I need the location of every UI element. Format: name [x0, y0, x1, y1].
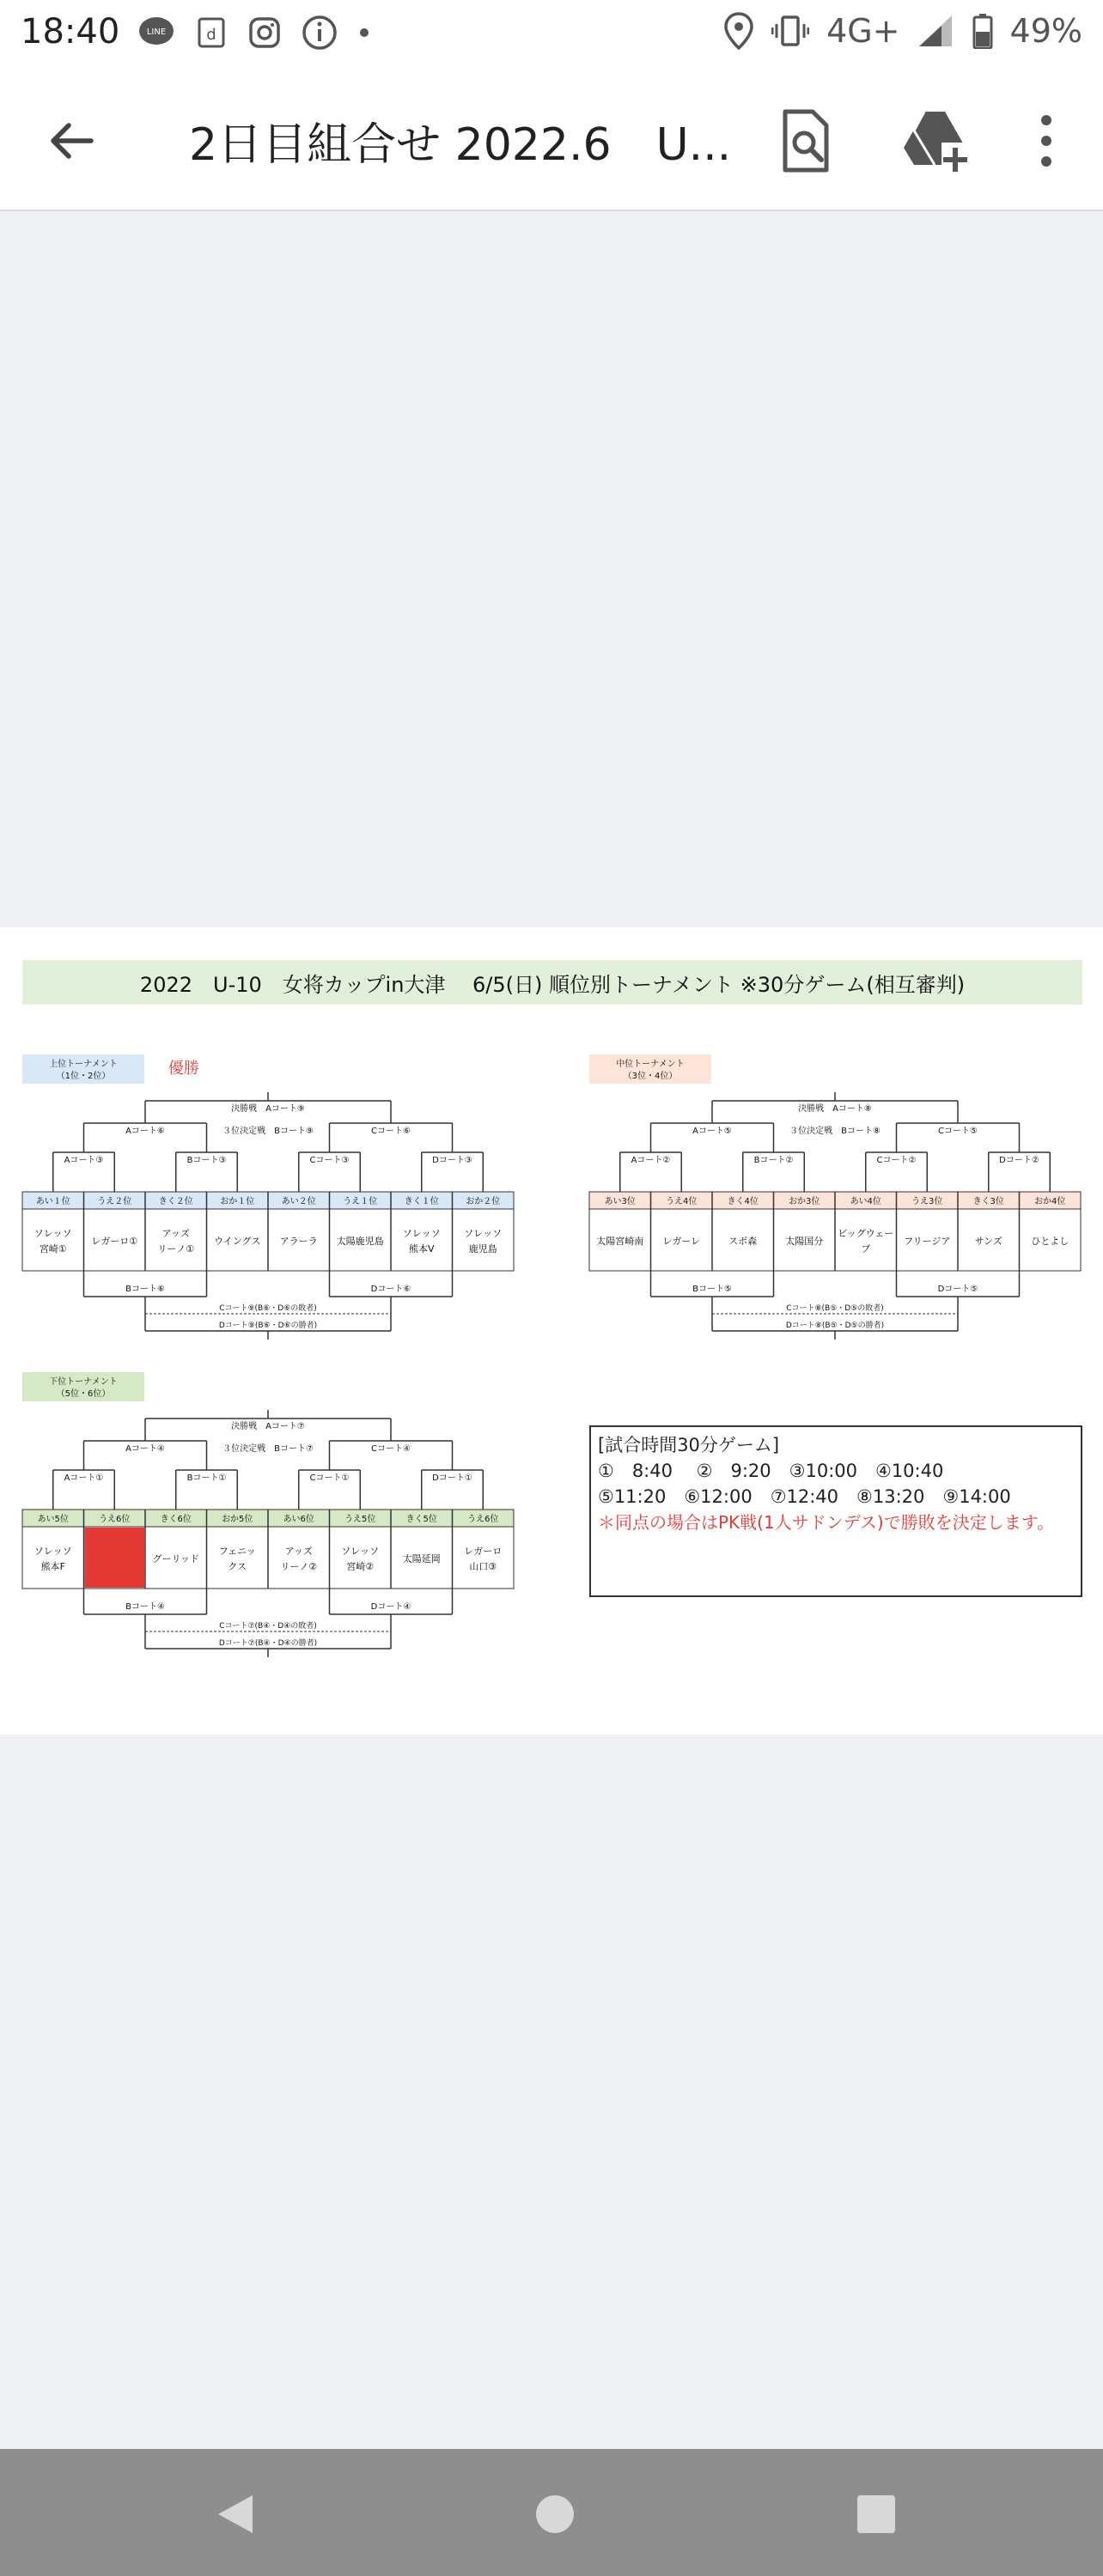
middle-seed-1: うえ4位	[666, 1197, 698, 1206]
upper-r2-label-0: Aコート⑥	[125, 1127, 165, 1136]
lower-label-sub: （5位・6位）	[56, 1389, 111, 1399]
upper-final-label: 決勝戦 Aコート⑨	[231, 1104, 305, 1114]
nav-recents-icon[interactable]	[854, 2492, 899, 2537]
lower-seed-1: うえ6位	[99, 1515, 131, 1524]
lower-r1-label-0: Aコート①	[64, 1473, 104, 1483]
lower-r2-label-1: Cコート④	[371, 1444, 411, 1454]
upper-seed-2: きく２位	[158, 1197, 193, 1206]
info-icon	[301, 14, 338, 52]
lower-third-label: ３位決定戦 Bコート⑦	[222, 1444, 314, 1454]
lower-seed-6: きく5位	[405, 1515, 437, 1524]
middle-seed-3: おか3位	[789, 1197, 820, 1206]
upper-r1-label-2: Cコート③	[309, 1156, 350, 1165]
svg-text:d: d	[206, 26, 216, 44]
lower-team-3-line1: クス	[228, 1561, 247, 1572]
signal-icon	[917, 14, 955, 48]
app-bar	[0, 69, 1103, 211]
upper-b1-label-0: Bコート⑥	[125, 1285, 165, 1294]
upper-b1-label-1: Dコート⑥	[370, 1285, 411, 1294]
middle-label-sub: （3位・4位）	[623, 1072, 678, 1081]
line-icon	[137, 14, 175, 52]
middle-seed-7: おか4位	[1034, 1197, 1066, 1206]
middle-seed-4: あい4位	[850, 1197, 881, 1206]
upper-team-2-line0: アッズ	[161, 1228, 190, 1239]
upper-label-sub: （1位・2位）	[56, 1072, 111, 1081]
middle-team-4-line0: ビッグウェー	[838, 1228, 894, 1239]
upper-r1-label-0: Aコート③	[64, 1156, 104, 1165]
lower-team-redacted	[85, 1528, 145, 1588]
lower-team-4-line1: リーノ②	[280, 1561, 318, 1572]
lower-seed-5: うえ5位	[344, 1515, 376, 1524]
upper-seed-7: おか２位	[466, 1197, 501, 1206]
upper-team-2-line1: リーノ①	[157, 1243, 195, 1255]
location-icon	[723, 12, 754, 50]
lower-b1-label-0: Bコート④	[125, 1602, 165, 1612]
middle-b3-label: Dコート⑧(B⑤・D⑤の勝者)	[785, 1321, 885, 1330]
lower-seed-3: おか5位	[222, 1515, 253, 1524]
instagram-icon	[247, 15, 282, 50]
middle-team-0: 太陽宮崎南	[596, 1236, 644, 1247]
lower-seed-7: うえ6位	[467, 1515, 499, 1524]
upper-team-1: レガーロ①	[91, 1236, 138, 1247]
lower-team-0-line0: ソレッソ	[34, 1546, 72, 1557]
more-notifications-dot-icon	[357, 26, 371, 39]
upper-team-7-line1: 鹿児島	[468, 1243, 497, 1255]
middle-team-2: スポ森	[728, 1236, 758, 1247]
lower-team-3-line0: フェニッ	[218, 1546, 256, 1557]
middle-label-title: 中位トーナメント	[616, 1060, 685, 1069]
upper-team-0-line1: 宮崎①	[39, 1243, 67, 1255]
upper-seed-5: うえ１位	[343, 1197, 378, 1206]
upper-seed-1: うえ２位	[97, 1197, 132, 1206]
upper-third-label: ３位決定戦 Bコート⑨	[222, 1127, 314, 1136]
middle-team-7: ひとよし	[1031, 1236, 1069, 1247]
lower-team-5-line1: 宮崎②	[346, 1561, 375, 1572]
upper-seed-6: きく１位	[404, 1197, 439, 1206]
info-heading: [試合時間30分ゲーム]	[598, 1435, 780, 1455]
info-pk-note: ＊同点の場合はPK戦(1人サドンデス)で勝敗を決定します。	[598, 1512, 1055, 1533]
lower-r1-label-1: Bコート①	[186, 1473, 227, 1483]
middle-team-4-line1: ブ	[861, 1243, 871, 1255]
middle-b2-label: Cコート⑧(B⑤・D⑤の敗者)	[786, 1304, 884, 1313]
battery-percent: 49%	[1009, 12, 1082, 50]
middle-r1-label-2: Cコート②	[876, 1156, 917, 1165]
upper-team-7-line0: ソレッソ	[464, 1228, 503, 1239]
info-times-line2: ⑤11:20 ⑥12:00 ⑦12:40 ⑧13:20 ⑨14:00	[598, 1486, 1011, 1507]
more-options-icon[interactable]	[1012, 106, 1081, 175]
find-in-document-icon[interactable]	[771, 106, 840, 175]
middle-b1-label-0: Bコート⑤	[692, 1285, 732, 1294]
upper-seed-4: あい２位	[281, 1197, 316, 1206]
middle-r1-label-1: Bコート②	[753, 1156, 794, 1165]
navigation-bar	[0, 2449, 1103, 2576]
lower-seed-0: あい5位	[37, 1515, 69, 1524]
lower-team-7-line0: レガーロ	[464, 1546, 503, 1557]
status-bar	[0, 0, 1103, 69]
lower-team-4-line0: アッズ	[284, 1546, 313, 1557]
middle-r2-label-1: Cコート⑤	[938, 1127, 978, 1136]
lower-team-6: 太陽延岡	[402, 1553, 441, 1564]
upper-team-5: 太陽鹿児島	[336, 1236, 384, 1247]
lower-seed-2: きく6位	[160, 1515, 192, 1524]
middle-seed-2: きく4位	[727, 1197, 759, 1206]
tournament-title: 2022 U-10 女将カップin大津 6/5(日) 順位別トーナメント ※30分ゲーム(相互審判)	[22, 960, 1082, 1005]
middle-third-label: ３位決定戦 Bコート⑧	[789, 1127, 881, 1136]
lower-team-7-line1: 山口③	[469, 1561, 497, 1572]
middle-seed-6: きく3位	[972, 1197, 1004, 1206]
lower-seed-4: あい6位	[283, 1515, 314, 1524]
upper-r1-label-1: Bコート③	[186, 1156, 227, 1165]
status-time: 18:40	[21, 12, 120, 52]
nav-back-icon[interactable]	[213, 2492, 258, 2537]
vibrate-icon	[771, 12, 809, 50]
system-icons	[723, 12, 1082, 50]
lower-team-2: グーリッド	[152, 1553, 200, 1564]
upper-seed-0: あい１位	[35, 1197, 70, 1206]
lower-r1-label-2: Cコート①	[309, 1473, 350, 1483]
match-time-info	[589, 1425, 1082, 1597]
middle-team-3: 太陽国分	[785, 1236, 824, 1247]
lower-team-5-line0: ソレッソ	[341, 1546, 380, 1557]
middle-team-5: フリージア	[904, 1236, 951, 1247]
upper-winner-label: 優勝	[168, 1060, 199, 1078]
svg-text:LINE: LINE	[146, 27, 167, 37]
lower-final-label: 決勝戦 Aコート⑦	[231, 1422, 305, 1431]
middle-r1-label-0: Aコート②	[631, 1156, 671, 1165]
upper-team-4: アラーラ	[279, 1236, 318, 1247]
document-page	[0, 927, 1103, 1735]
middle-team-1: レガーレ	[662, 1236, 701, 1247]
upper-team-6-line1: 熊本V	[408, 1243, 435, 1255]
d-app-icon	[194, 15, 229, 50]
lower-r2-label-0: Aコート④	[125, 1444, 165, 1454]
lower-b2-label: Cコート⑦(B④・D④の敗者)	[219, 1622, 317, 1631]
upper-team-3: ウイングス	[214, 1236, 261, 1247]
middle-r2-label-0: Aコート⑤	[692, 1127, 732, 1136]
upper-r2-label-1: Cコート⑥	[371, 1127, 411, 1136]
upper-b2-label: Cコート⑨(B⑥・D⑥の敗者)	[219, 1304, 317, 1313]
tournament-brackets	[0, 927, 1103, 1752]
battery-icon	[972, 13, 993, 49]
middle-seed-5: うえ3位	[911, 1197, 943, 1206]
upper-r1-label-3: Dコート③	[432, 1156, 472, 1165]
back-arrow-icon[interactable]	[45, 113, 100, 168]
upper-team-6-line0: ソレッソ	[402, 1228, 441, 1239]
network-type: 4G+	[826, 12, 900, 50]
upper-seed-3: おか１位	[220, 1197, 255, 1206]
document-title: 2日目組合せ 2022.6 U...	[189, 119, 732, 171]
middle-seed-0: あい3位	[604, 1197, 636, 1206]
nav-home-icon[interactable]	[533, 2492, 577, 2537]
middle-r1-label-3: Dコート②	[999, 1156, 1039, 1165]
middle-team-6: サンズ	[974, 1236, 1002, 1247]
info-times-line1: ① 8:40 ② 9:20 ③10:00 ④10:40	[598, 1461, 944, 1481]
middle-final-label: 決勝戦 Aコート⑧	[798, 1104, 872, 1114]
lower-b3-label: Dコート⑦(B④・D④の勝者)	[218, 1639, 318, 1648]
add-to-drive-icon[interactable]	[900, 106, 969, 175]
lower-team-0-line1: 熊本F	[40, 1561, 65, 1572]
lower-r1-label-3: Dコート①	[432, 1473, 472, 1483]
notification-icons	[137, 14, 371, 52]
upper-b3-label: Dコート⑨(B⑥・D⑥の勝者)	[218, 1321, 318, 1330]
lower-b1-label-1: Dコート④	[370, 1602, 411, 1612]
upper-label-title: 上位トーナメント	[49, 1060, 118, 1069]
lower-label-title: 下位トーナメント	[49, 1377, 118, 1387]
middle-b1-label-1: Dコート⑤	[937, 1285, 978, 1294]
upper-team-0-line0: ソレッソ	[34, 1228, 72, 1239]
